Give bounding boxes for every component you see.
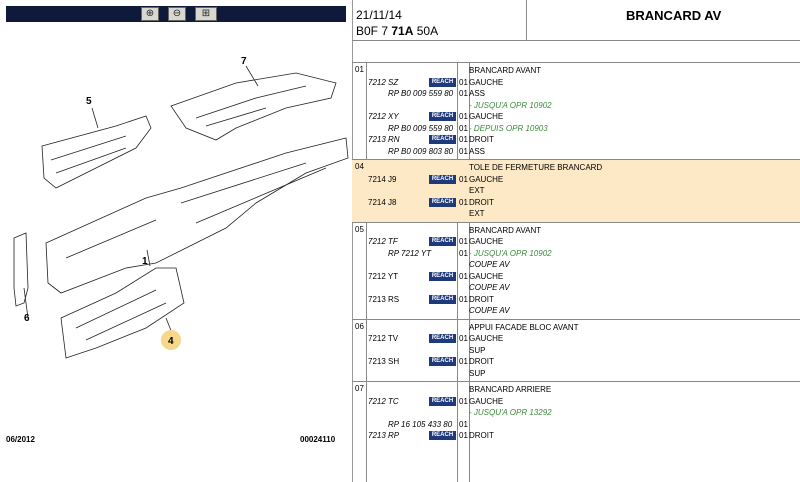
quantity: 01 <box>459 135 468 144</box>
part-reference[interactable]: 7213 SH <box>368 357 400 366</box>
reach-badge[interactable]: REACH <box>429 135 456 144</box>
part-reference[interactable]: 7212 TC <box>368 396 399 406</box>
part-description: SUP <box>469 368 486 378</box>
reach-badge[interactable]: REACH <box>429 112 456 121</box>
diagram-date: 06/2012 <box>6 435 35 444</box>
quantity: 01 <box>459 197 468 207</box>
page-title: BRANCARD AV <box>626 8 722 23</box>
header-code: B0F 7 71A 50A <box>356 24 439 38</box>
zoom-in-icon: ⊕ <box>145 8 155 19</box>
part-description: - JUSQU'A OPR 10902 <box>469 248 552 258</box>
section-number: 05 <box>355 224 364 234</box>
part-description: GAUCHE <box>469 237 504 246</box>
part-reference[interactable]: 7212 TF <box>368 237 398 246</box>
part-description: ASS <box>469 89 486 98</box>
part-reference[interactable]: 7213 RP <box>368 431 400 440</box>
quantity: 01 <box>459 396 468 406</box>
part-description: COUPE AV <box>469 283 510 292</box>
diagram-panel <box>0 0 353 482</box>
quantity: 01 <box>459 334 468 343</box>
quantity: 01 <box>459 77 468 87</box>
part-description: - JUSQU'A OPR 10902 <box>469 100 552 110</box>
diagram-ref: 00024110 <box>300 435 336 444</box>
part-7-shape <box>171 73 336 140</box>
part-description: GAUCHE <box>469 112 504 121</box>
part-description: DROIT <box>469 294 494 304</box>
zoom-out-icon: ⊖ <box>172 8 182 19</box>
part-description: BRANCARD AVANT <box>469 225 542 235</box>
reach-badge[interactable]: REACH <box>429 397 456 406</box>
quantity: 01 <box>459 174 468 184</box>
part-description: EXT <box>469 186 485 195</box>
quantity: 01 <box>459 89 468 98</box>
part-description: COUPE AV <box>469 260 510 269</box>
quantity: 01 <box>459 357 468 366</box>
part-description: DROIT <box>469 357 494 366</box>
part-1-shape <box>46 138 348 293</box>
replacement-reference: RP B0 009 559 80 <box>388 89 454 98</box>
quantity: 01 <box>459 146 468 156</box>
part-6-shape <box>14 233 28 306</box>
quantity: 01 <box>459 112 468 121</box>
part-reference[interactable]: 7212 YT <box>368 271 399 281</box>
part-description: APPUI FACADE BLOC AVANT <box>469 322 579 332</box>
section-number: 06 <box>355 321 364 331</box>
exploded-parts-diagram[interactable] <box>6 28 350 428</box>
section-05[interactable] <box>352 222 800 320</box>
part-description: GAUCHE <box>469 77 504 87</box>
zoom-fit-button[interactable] <box>195 7 217 21</box>
header-info <box>352 0 527 40</box>
part-reference[interactable]: 7213 RN <box>368 135 400 144</box>
part-description: EXT <box>469 209 485 218</box>
reach-badge[interactable]: REACH <box>429 198 456 207</box>
part-reference[interactable]: 7213 RS <box>368 294 400 304</box>
parts-table <box>352 62 800 482</box>
parts-list-panel <box>352 0 800 482</box>
callout-6[interactable]: 6 <box>24 313 30 324</box>
section-number: 04 <box>355 162 364 171</box>
replacement-reference: RP 16 105 433 80 <box>388 419 453 429</box>
section-04[interactable] <box>352 159 800 223</box>
header-date: 21/11/14 <box>356 8 402 22</box>
reach-badge[interactable]: REACH <box>429 295 456 304</box>
callout-7[interactable]: 7 <box>241 56 247 67</box>
reach-badge[interactable]: REACH <box>429 272 456 281</box>
part-description: GAUCHE <box>469 174 504 184</box>
section-01[interactable] <box>352 62 800 160</box>
section-06[interactable] <box>352 319 800 383</box>
part-reference[interactable]: 7212 XY <box>368 112 399 121</box>
section-07[interactable] <box>352 381 800 445</box>
zoom-fit-icon: ⊞ <box>201 8 211 19</box>
part-reference[interactable]: 7212 SZ <box>368 77 399 87</box>
section-number: 01 <box>355 65 364 74</box>
reach-badge[interactable]: REACH <box>429 237 456 246</box>
part-description: GAUCHE <box>469 396 504 406</box>
callout-4[interactable]: 4 <box>168 336 174 347</box>
zoom-out-button[interactable] <box>168 7 186 21</box>
quantity: 01 <box>459 123 468 133</box>
reach-badge[interactable]: REACH <box>429 334 456 343</box>
part-reference[interactable]: 7214 J8 <box>368 197 397 207</box>
part-description: DROIT <box>469 135 494 144</box>
part-description: COUPE AV <box>469 306 510 315</box>
part-description: SUP <box>469 345 486 355</box>
quantity: 01 <box>459 248 468 258</box>
part-description: DROIT <box>469 197 494 207</box>
section-number: 07 <box>355 384 364 393</box>
replacement-reference: RP B0 009 559 80 <box>388 123 454 133</box>
part-reference[interactable]: 7214 J9 <box>368 174 397 184</box>
quantity: 01 <box>459 431 468 440</box>
reach-badge[interactable]: REACH <box>429 357 456 366</box>
part-description: ASS <box>469 146 486 156</box>
reach-badge[interactable]: REACH <box>429 431 456 440</box>
part-reference[interactable]: 7212 TV <box>368 334 399 343</box>
part-description: - JUSQU'A OPR 13292 <box>469 408 552 417</box>
part-description: - DEPUIS OPR 10903 <box>469 123 548 133</box>
zoom-in-button[interactable] <box>141 7 159 21</box>
quantity: 01 <box>459 294 468 304</box>
part-description: BRANCARD ARRIERE <box>469 385 552 394</box>
part-5-shape <box>42 116 151 188</box>
callout-5[interactable]: 5 <box>86 96 92 107</box>
part-description: TOLE DE FERMETURE BRANCARD <box>469 163 603 172</box>
reach-badge[interactable]: REACH <box>429 78 456 87</box>
callout-1[interactable]: 1 <box>142 256 148 267</box>
reach-badge[interactable]: REACH <box>429 175 456 184</box>
replacement-reference: RP B0 009 803 80 <box>388 146 454 156</box>
quantity: 01 <box>459 419 468 429</box>
part-description: BRANCARD AVANT <box>469 66 542 75</box>
quantity: 01 <box>459 271 468 281</box>
quantity: 01 <box>459 237 468 246</box>
parts-header <box>352 0 800 41</box>
part-description: GAUCHE <box>469 271 504 281</box>
replacement-reference: RP 7212 YT <box>388 248 432 258</box>
part-description: GAUCHE <box>469 334 504 343</box>
part-description: DROIT <box>469 431 494 440</box>
